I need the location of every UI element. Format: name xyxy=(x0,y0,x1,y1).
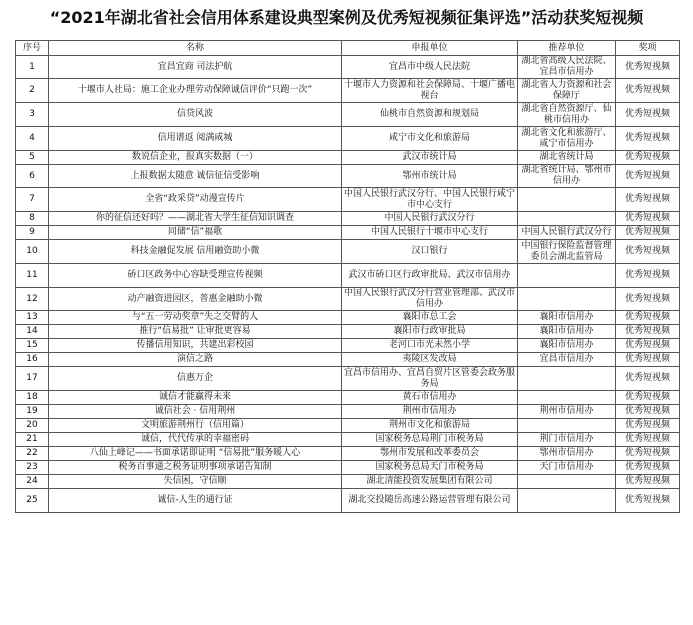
table-row xyxy=(16,433,680,447)
table-row xyxy=(16,489,680,513)
cell-unit: 汉口银行 xyxy=(342,240,518,264)
cell-unit: 国家税务总局天门市税务局 xyxy=(342,461,518,475)
table-row xyxy=(16,391,680,405)
cell-unit: 武汉市统计局 xyxy=(342,151,518,165)
awards-table xyxy=(15,40,680,513)
cell-name: 你的征信还好吗？——湖北省大学生征信知识调查 xyxy=(49,212,342,226)
cell-unit: 中国人民银行武汉分行营业管理部、武汉市信用办 xyxy=(342,288,518,311)
cell-name: 失信困，守信顺 xyxy=(49,475,342,489)
cell-no: 10 xyxy=(16,240,49,264)
cell-award: 优秀短视频 xyxy=(616,165,680,188)
cell-name: 信贷风波 xyxy=(49,103,342,127)
cell-recommender: 荆门市信用办 xyxy=(518,433,616,447)
cell-no: 24 xyxy=(16,475,49,489)
cell-recommender xyxy=(518,188,616,212)
cell-recommender: 湖北省自然资源厅、仙桃市信用办 xyxy=(518,103,616,127)
cell-name: 八仙上峰记——书面承诺即证明 “信易批”服务暖人心 xyxy=(49,447,342,461)
cell-unit: 宜昌市中级人民法院 xyxy=(342,56,518,79)
cell-unit: 襄阳市行政审批局 xyxy=(342,325,518,339)
cell-name: 十堰市人社局：施工企业办理劳动保障诚信评价“只跑一次” xyxy=(49,79,342,103)
cell-no: 19 xyxy=(16,405,49,419)
table-row xyxy=(16,419,680,433)
cell-unit: 中国人民银行武汉分行 xyxy=(342,212,518,226)
table-row xyxy=(16,288,680,311)
table-row xyxy=(16,226,680,240)
cell-unit: 国家税务总局荆门市税务局 xyxy=(342,433,518,447)
cell-name: 诚信-人生的通行证 xyxy=(49,489,342,513)
cell-name: 诚信，代代传承的幸福密码 xyxy=(49,433,342,447)
cell-name: 同储“信”福歌 xyxy=(49,226,342,240)
cell-no: 12 xyxy=(16,288,49,311)
cell-award: 优秀短视频 xyxy=(616,288,680,311)
cell-name: 与“五一劳动奖章”失之交臂的人 xyxy=(49,311,342,325)
cell-no: 17 xyxy=(16,367,49,391)
cell-no: 4 xyxy=(16,127,49,151)
cell-no: 9 xyxy=(16,226,49,240)
cell-recommender: 湖北省文化和旅游厅、咸宁市信用办 xyxy=(518,127,616,151)
page-title: “2021年湖北省社会信用体系建设典型案例及优秀短视频征集评选”活动获奖短视频 xyxy=(49,8,644,27)
cell-name: 上报数据太随意 诚信征信受影响 xyxy=(49,165,342,188)
cell-award: 优秀短视频 xyxy=(616,56,680,79)
cell-unit: 鄂州市统计局 xyxy=(342,165,518,188)
cell-no: 16 xyxy=(16,353,49,367)
cell-recommender: 鄂州市信用办 xyxy=(518,447,616,461)
cell-name: 传播信用知识，共建出彩校园 xyxy=(49,339,342,353)
cell-name: 推行“信易批” 让审批更容易 xyxy=(49,325,342,339)
cell-recommender xyxy=(518,264,616,288)
cell-unit: 湖北交投随岳高速公路运营管理有限公司 xyxy=(342,489,518,513)
cell-recommender xyxy=(518,367,616,391)
cell-no: 23 xyxy=(16,461,49,475)
table-header-row xyxy=(16,41,680,56)
cell-no: 25 xyxy=(16,489,49,513)
cell-award: 优秀短视频 xyxy=(616,391,680,405)
cell-recommender: 襄阳市信用办 xyxy=(518,325,616,339)
cell-name: 文明旅游荆州行（信用篇） xyxy=(49,419,342,433)
table-row xyxy=(16,475,680,489)
cell-award: 优秀短视频 xyxy=(616,79,680,103)
cell-no: 3 xyxy=(16,103,49,127)
cell-no: 6 xyxy=(16,165,49,188)
cell-no: 7 xyxy=(16,188,49,212)
header-recommender: 推荐单位 xyxy=(518,41,616,56)
cell-recommender: 荆州市信用办 xyxy=(518,405,616,419)
cell-name: 科技金融促发展 信用融资助小微 xyxy=(49,240,342,264)
table-row xyxy=(16,264,680,288)
cell-no: 22 xyxy=(16,447,49,461)
cell-recommender xyxy=(518,419,616,433)
cell-no: 14 xyxy=(16,325,49,339)
cell-award: 优秀短视频 xyxy=(616,188,680,212)
cell-award: 优秀短视频 xyxy=(616,151,680,165)
cell-unit: 宜昌市信用办、宜昌自贸片区管委会政务服务局 xyxy=(342,367,518,391)
cell-award: 优秀短视频 xyxy=(616,405,680,419)
cell-recommender: 湖北省统计局 xyxy=(518,151,616,165)
table-row xyxy=(16,56,680,79)
cell-name: 信惠万企 xyxy=(49,367,342,391)
cell-name: 信用谱返 阅满咸城 xyxy=(49,127,342,151)
table-row xyxy=(16,405,680,419)
cell-recommender xyxy=(518,212,616,226)
cell-unit: 黄石市信用办 xyxy=(342,391,518,405)
cell-award: 优秀短视频 xyxy=(616,311,680,325)
cell-unit: 夷陵区发改局 xyxy=(342,353,518,367)
table-row xyxy=(16,311,680,325)
cell-recommender: 中国人民银行武汉分行 xyxy=(518,226,616,240)
cell-award: 优秀短视频 xyxy=(616,264,680,288)
cell-no: 15 xyxy=(16,339,49,353)
cell-award: 优秀短视频 xyxy=(616,433,680,447)
table-row xyxy=(16,353,680,367)
cell-no: 11 xyxy=(16,264,49,288)
table-row xyxy=(16,103,680,127)
cell-no: 1 xyxy=(16,56,49,79)
cell-recommender: 湖北省统计局、鄂州市信用办 xyxy=(518,165,616,188)
cell-unit: 老河口市光未然小学 xyxy=(342,339,518,353)
cell-no: 2 xyxy=(16,79,49,103)
cell-award: 优秀短视频 xyxy=(616,240,680,264)
cell-no: 18 xyxy=(16,391,49,405)
table-row xyxy=(16,447,680,461)
cell-award: 优秀短视频 xyxy=(616,461,680,475)
cell-unit: 荆州市信用办 xyxy=(342,405,518,419)
table-row xyxy=(16,339,680,353)
cell-name: 硚口区政务中心容缺受理宣传视频 xyxy=(49,264,342,288)
table-row xyxy=(16,461,680,475)
cell-award: 优秀短视频 xyxy=(616,103,680,127)
cell-recommender xyxy=(518,288,616,311)
table-row xyxy=(16,165,680,188)
cell-name: 数说信企业，报真实数据（一） xyxy=(49,151,342,165)
cell-recommender xyxy=(518,489,616,513)
header-name: 名称 xyxy=(49,41,342,56)
cell-recommender: 中国银行保险监督管理委员会湖北监管局 xyxy=(518,240,616,264)
cell-award: 优秀短视频 xyxy=(616,127,680,151)
table-row xyxy=(16,367,680,391)
cell-award: 优秀短视频 xyxy=(616,367,680,391)
cell-name: 诚信社会 · 信用荆州 xyxy=(49,405,342,419)
table-row xyxy=(16,151,680,165)
table-row xyxy=(16,240,680,264)
cell-unit: 十堰市人力资源和社会保障局、十堰广播电视台 xyxy=(342,79,518,103)
table-row xyxy=(16,212,680,226)
table-row xyxy=(16,325,680,339)
cell-name: 税务百事通之税务证明事项承诺告知制 xyxy=(49,461,342,475)
cell-award: 优秀短视频 xyxy=(616,226,680,240)
cell-recommender xyxy=(518,391,616,405)
cell-unit: 湖北清能投资发展集团有限公司 xyxy=(342,475,518,489)
cell-unit: 中国人民银行武汉分行、中国人民银行咸宁市中心支行 xyxy=(342,188,518,212)
cell-recommender xyxy=(518,475,616,489)
cell-recommender: 湖北省人力资源和社会保障厅 xyxy=(518,79,616,103)
table-row xyxy=(16,127,680,151)
cell-unit: 襄阳市总工会 xyxy=(342,311,518,325)
cell-unit: 荆州市文化和旅游局 xyxy=(342,419,518,433)
cell-name: 演信之路 xyxy=(49,353,342,367)
cell-award: 优秀短视频 xyxy=(616,212,680,226)
cell-recommender: 襄阳市信用办 xyxy=(518,339,616,353)
header-award: 奖项 xyxy=(616,41,680,56)
cell-award: 优秀短视频 xyxy=(616,325,680,339)
cell-recommender: 宜昌市信用办 xyxy=(518,353,616,367)
cell-no: 8 xyxy=(16,212,49,226)
cell-award: 优秀短视频 xyxy=(616,489,680,513)
cell-unit: 中国人民银行十堰市中心支行 xyxy=(342,226,518,240)
cell-no: 20 xyxy=(16,419,49,433)
cell-recommender: 天门市信用办 xyxy=(518,461,616,475)
cell-recommender: 襄阳市信用办 xyxy=(518,311,616,325)
header-unit: 申报单位 xyxy=(342,41,518,56)
cell-unit: 咸宁市文化和旅游局 xyxy=(342,127,518,151)
cell-award: 优秀短视频 xyxy=(616,339,680,353)
cell-no: 13 xyxy=(16,311,49,325)
cell-name: 动产融资进园区，普惠金融助小微 xyxy=(49,288,342,311)
cell-name: 全省“政采贷”动漫宣传片 xyxy=(49,188,342,212)
table-row xyxy=(16,79,680,103)
cell-unit: 武汉市硚口区行政审批局、武汉市信用办 xyxy=(342,264,518,288)
cell-award: 优秀短视频 xyxy=(616,475,680,489)
cell-award: 优秀短视频 xyxy=(616,419,680,433)
cell-name: 诚信才能赢得未来 xyxy=(49,391,342,405)
cell-award: 优秀短视频 xyxy=(616,353,680,367)
cell-no: 21 xyxy=(16,433,49,447)
cell-no: 5 xyxy=(16,151,49,165)
cell-recommender: 湖北省高级人民法院、宜昌市信用办 xyxy=(518,56,616,79)
cell-unit: 仙桃市自然资源和规划局 xyxy=(342,103,518,127)
cell-unit: 鄂州市发展和改革委员会 xyxy=(342,447,518,461)
cell-name: 宜昌宜商 司法护航 xyxy=(49,56,342,79)
header-no: 序号 xyxy=(16,41,49,56)
table-row xyxy=(16,188,680,212)
cell-award: 优秀短视频 xyxy=(616,447,680,461)
